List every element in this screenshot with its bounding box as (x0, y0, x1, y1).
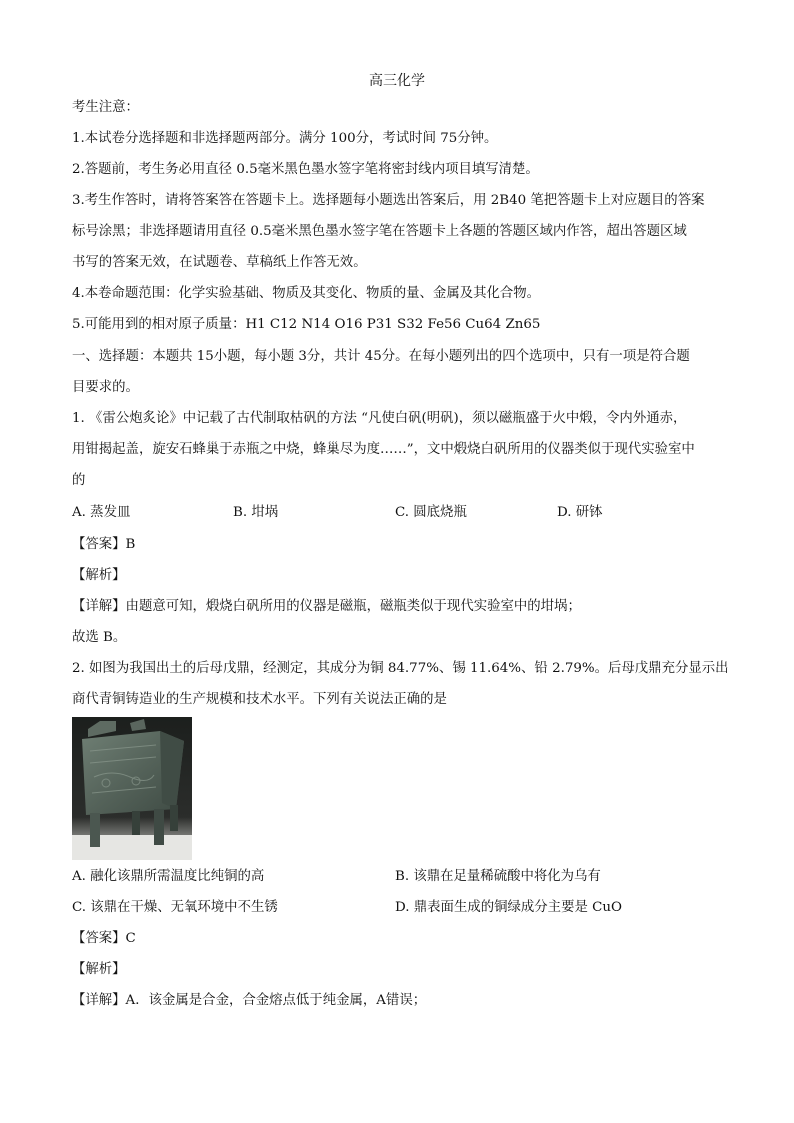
question-1-stem: 用钳揭起盖，旋安石蜂巢于赤瓶之中烧，蜂巢尽为度……”，文中煅烧白矾所用的仪器类似于现代实验室中 (72, 442, 695, 457)
notice-line: 1.本试卷分选择题和非选择题两部分。满分 100分，考试时间 75分钟。 (72, 131, 498, 146)
notice-line: 3.考生作答时，请将答案答在答题卡上。选择题每小题选出答案后，用 2B40 笔把答题卡上对应题目的答案 (72, 193, 705, 208)
q2-option-d: D. 鼎表面生成的铜绿成分主要是 CuO (395, 900, 622, 915)
page-title: 高三化学 (369, 73, 425, 89)
section-heading: 一、选择题：本题共 15小题，每小题 3分，共计 45分。在每小题列出的四个选项中，只有一项是符合题 (72, 349, 690, 364)
q2-option-a: A. 融化该鼎所需温度比纯铜的高 (72, 869, 265, 884)
q2-option-c: C. 该鼎在干燥、无氧环境中不生锈 (72, 900, 278, 915)
question-2-stem: 2. 如图为我国出土的后母戊鼎，经测定，其成分为铜 84.77%、锡 11.64%、铅 2.79%。后母戊鼎充分显示出 (72, 661, 729, 676)
q1-answer: 【答案】B (72, 537, 136, 552)
bronze-ding-photo (72, 717, 192, 860)
q1-analysis-label: 【解析】 (72, 568, 126, 583)
notice-line: 4.本卷命题范围：化学实验基础、物质及其变化、物质的量、金属及其化合物。 (72, 286, 541, 301)
notice-line: 2.答题前，考生务必用直径 0.5毫米黑色墨水签字笔将密封线内项目填写清楚。 (72, 162, 539, 177)
question-1-stem: 1. 《雷公炮炙论》中记载了古代制取枯矾的方法 “凡使白矾(明矾)，须以磁瓶盛于火中煅，令内外通赤， (72, 411, 687, 426)
notice-line: 标号涂黑；非选择题请用直径 0.5毫米黑色墨水签字笔在答题卡上各题的答题区域内作答，超出答题区域 (72, 224, 687, 239)
q2-answer: 【答案】C (72, 931, 136, 946)
q1-option-a: A. 蒸发皿 (72, 505, 131, 520)
q2-analysis-label: 【解析】 (72, 962, 126, 977)
question-2-stem: 商代青铜铸造业的生产规模和技术水平。下列有关说法正确的是 (72, 692, 447, 707)
notice-line: 书写的答案无效，在试题卷、草稿纸上作答无效。 (72, 255, 367, 270)
q1-option-b: B. 坩埚 (233, 505, 279, 520)
q1-option-c: C. 圆底烧瓶 (395, 505, 467, 520)
atomic-mass-line: 5.可能用到的相对原子质量：H1 C12 N14 O16 P31 S32 Fe56 Cu64 Zn65 (72, 317, 541, 332)
section-heading-cont: 目要求的。 (72, 380, 139, 395)
q2-option-b: B. 该鼎在足量稀硫酸中将化为乌有 (395, 869, 601, 884)
q2-detail: 【详解】A．该金属是合金，合金熔点低于纯金属，A错误； (72, 993, 427, 1008)
notice-heading: 考生注意： (72, 100, 139, 115)
q1-detail: 【详解】由题意可知，煅烧白矾所用的仪器是磁瓶，磁瓶类似于现代实验室中的坩埚； (72, 599, 581, 614)
question-1-stem: 的 (72, 473, 86, 488)
q1-option-d: D. 研钵 (557, 505, 603, 520)
q1-conclusion: 故选 B。 (72, 630, 127, 645)
